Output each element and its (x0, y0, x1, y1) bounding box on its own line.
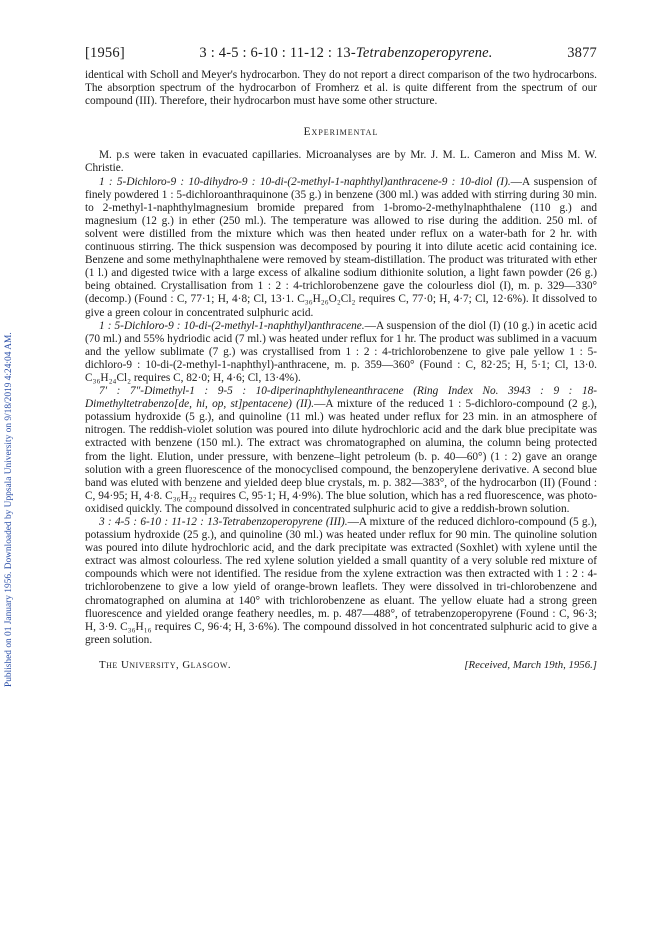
paragraph-body: —A suspension of finely powdered 1 : 5-dichloroanthraquinone (35 g.) in benzene (300 ml.) was added with stirring during 30 min. to 2-methyl-1-naphthylmagnesium bromide prepared from 1-bromo-2-methylnaphthalene (110 g.) and magnesium (12 g.) in ether (250 ml.). The temperature was allowed to rise during the addition. 250 ml. of solvent were distilled from the mixture which was then heated under reflux on a water-bath for 2 hr. with continuous stirring. The thick suspension was decomposed by pouring it into dilute acetic acid containing ice. Benzene and some methylnaphthalene were removed by steam-distillation. The product was triturated with ether (1 l.) and digested twice with a large excess of alkaline sodium dithionite solution, a light fawn powder (26 g.) being obtained. Crystallisation from 1 : 2 : 4-trichlorobenzene gave the colourless diol (I), m. p. 329—330° (decomp.) (Found : C, 77·1; H, 4·8; Cl, 13·1. C₃₆H₂₆O₂Cl₂ requires C, 77·0; H, 4·7; Cl, 12·6%). It dissolved to give a green colour in concentrated sulphuric acid. (85, 175, 597, 319)
compound-heading: 1 : 5-Dichloro-9 : 10-dihydro-9 : 10-di-(2-methyl-1-naphthyl)anthracene-9 : 10-diol (I). (99, 175, 511, 188)
paragraph-body: —A suspension of the diol (I) (10 g.) in acetic acid (70 ml.) and 55% hydriodic acid (7 ml.) was heated under reflux for 1 hr. The product was sublimed in a vacuum and the yellow sublimate (7 g.) was crystallised from 1 : 2 : 4-trichlorobenzene to give pale yellow 1 : 5-dichloro-9 : 10-di-(2-methyl-1-naphthyl)-anthracene, m. p. 359—360° (Found : C, 82·25; H, 5·1; Cl, 13·0. C₃₆H₂₄Cl₂ requires C, 82·0; H, 4·6; Cl, 13·4%). (85, 319, 597, 384)
header-title (199, 45, 492, 62)
intro-paragraph: identical with Scholl and Meyer's hydrocarbon. They do not report a direct comparison of the two hydrocarbons. The absorption spectrum of the hydrocarbon of Fromherz et al. is quite different from the spectrum of our compound (III). Therefore, their hydrocarbon must have some other structure. (85, 69, 597, 108)
received-date: [Received, March 19th, 1956.] (464, 658, 597, 671)
paragraph-dichloro-anthracene (85, 320, 597, 385)
journal-page (85, 45, 597, 671)
header-year: [1956] (85, 45, 125, 61)
compound-heading: 7′ : 7″-Dimethyl-1 : 9-5 : 10-diperinaphthyleneanthracene (Ring Index No. 3943 : 9 : 18-Dimethyltetrabenzo[de, hi, op, st]pentacene) (II). (85, 385, 597, 411)
paragraph-tetrabenzoperopyrene (85, 516, 597, 647)
compound-heading: 3 : 4-5 : 6-10 : 11-12 : 13-Tetrabenzoperopyrene (III). (99, 516, 348, 528)
paragraph-diol (85, 176, 597, 320)
running-header (85, 45, 597, 69)
section-heading-experimental: Experimental (303, 126, 379, 139)
body-text (85, 69, 597, 647)
institution-address: The University, Glasgow. (99, 658, 232, 671)
paragraph-body: —A mixture of the reduced 1 : 5-dichloro-compound (2 g.), potassium hydroxide (5 g.), and quinoline (11 ml.) was heated under reflux for 23 min. in an atmosphere of nitrogen. The reddish-violet solution was poured into dilute hydrochloric acid and the dark blue precipitate was extracted with benzene (150 ml.). The extract was chromatographed on alumina, the column being protected from the light. Elution, under pressure, with benzene–light petroleum (b. p. 40—60°) (1 : 2) gave an orange solution with a green fluorescence of the monocyclised compound, the benzoperylene derivative. A second blue band was eluted with benzene and yielded deep blue crystals, m. p. 382—383°, of the hydrocarbon (II) (Found : C, 94·95; H, 4·8. C₃₆H₂₂ requires C, 95·1; H, 4·9%). The blue solution, which has a red fluorescence, was photo-oxidised quickly. The compound dissolved in concentrated sulphuric acid to give a reddish-brown solution. (85, 398, 597, 515)
paragraph-general (85, 149, 597, 175)
header-title-prefix: 3 : 4-5 : 6-10 : 11-12 : 13- (199, 45, 356, 61)
paragraph-body: —A mixture of the reduced dichloro-compound (5 g.), potassium hydroxide (25 g.), and quinoline (30 ml.) was heated under reflux for 90 min. The quinoline solution was poured into dilute hydrochloric acid, and the dark precipitate was extracted (Soxhlet) with xylene until the extract was almost colourless. The red xylene solution yielded a small quantity of a very soluble red mixture of compounds which were not identified. The residue from the xylene extraction was then extracted with 1 : 2 : 4-trichlorobenzene to give a low yield of orange-brown leaflets. They were dissolved in tri-chlorobenzene and chromatographed on alumina at 140° with trichlorobenzene as eluant. The yellow eluate had a strong green fluorescence and yielded orange feathery needles, m. p. 487—488°, of tetrabenzoperopyrene (Found : C, 96·3; H, 3·9. C₃₆H₁₆ requires C, 96·4; H, 3·6%). The compound dissolved in hot concentrated sulphuric acid to give a green solution. (85, 516, 597, 646)
compound-heading: 1 : 5-Dichloro-9 : 10-di-(2-methyl-1-naphthyl)anthracene. (99, 319, 365, 332)
header-title-main: Tetrabenzoperopyrene. (355, 45, 493, 61)
header-page-number: 3877 (567, 45, 597, 61)
publication-watermark: Published on 01 January 1956. Downloaded by Uppsala University on 9/18/2019 4:24:04 AM. (4, 332, 14, 688)
paragraph-dimethyl-compound (85, 385, 597, 516)
article-footer (99, 659, 597, 671)
paragraph-body: M. p.s were taken in evacuated capillaries. Microanalyses are by Mr. J. M. L. Cameron and Miss M. W. Christie. (85, 149, 597, 175)
